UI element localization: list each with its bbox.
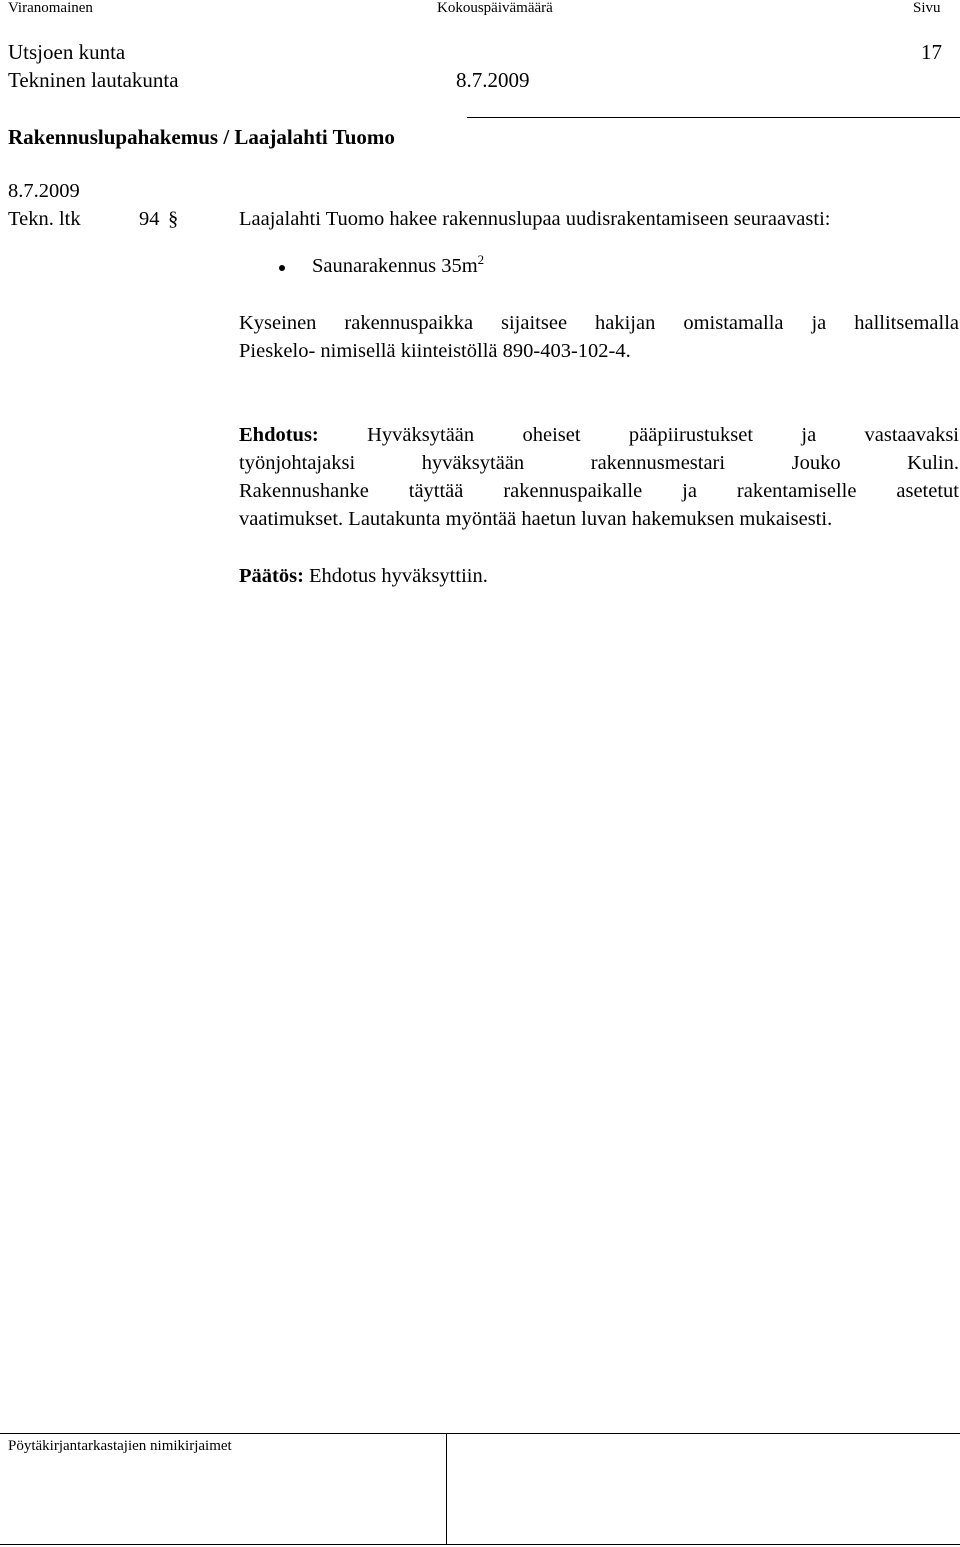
reference-date: 8.7.2009 xyxy=(8,180,80,202)
section-number: 94 xyxy=(139,208,160,230)
signature-footer xyxy=(0,1433,960,1545)
bullet-item-superscript: 2 xyxy=(477,252,485,268)
proposal-line-1-text: Hyväksytään oheiset pääpiirustukset ja vastaavaksi xyxy=(367,424,960,446)
location-line-2: Pieskelo- nimisellä kiinteistöllä 890-403-102-4. xyxy=(239,340,631,362)
header-rule xyxy=(467,117,960,118)
section-symbol: § xyxy=(168,208,179,230)
proposal-line-4: vaatimukset. Lautakunta myöntää haetun luvan hakemuksen mukaisesti. xyxy=(239,508,833,530)
bullet-item-text: Saunarakennus 35m xyxy=(312,255,478,277)
committee-name: Tekninen lautakunta xyxy=(8,68,179,92)
status-label: Viranomainen xyxy=(8,0,93,16)
bullet-marker xyxy=(279,265,285,271)
intro-paragraph: Laajalahti Tuomo hakee rakennuslupaa uudisrakentamiseen seuraavasti: xyxy=(239,208,831,230)
proposal-label: Ehdotus: xyxy=(239,424,319,446)
decision-paragraph xyxy=(239,565,488,588)
proposal-line-3: Rakennushanke täyttää rakennuspaikalle ja rakentamiselle asetetut xyxy=(239,480,959,502)
meeting-date-label: Kokouspäivämäärä xyxy=(437,0,553,16)
page-number: 17 xyxy=(921,40,942,64)
signatures-label: Pöytäkirjantarkastajien nimikirjaimet xyxy=(8,1438,232,1454)
decision-label: Päätös: xyxy=(239,565,304,587)
proposal-line-1 xyxy=(239,424,959,447)
footer-divider xyxy=(446,1434,447,1544)
decision-text: Ehdotus hyväksyttiin. xyxy=(309,565,488,587)
bullet-item xyxy=(312,252,485,278)
reference-body: Tekn. ltk xyxy=(8,208,81,230)
meeting-date: 8.7.2009 xyxy=(456,68,530,92)
document-title: Rakennuslupahakemus / Laajalahti Tuomo xyxy=(8,125,395,149)
organization-name: Utsjoen kunta xyxy=(8,40,126,64)
page-label: Sivu xyxy=(913,0,941,16)
proposal-line-2: työnjohtajaksi hyväksytään rakennusmestari Jouko Kulin. xyxy=(239,452,959,474)
location-line-1: Kyseinen rakennuspaikka sijaitsee hakijan omistamalla ja hallitsemalla xyxy=(239,312,959,334)
